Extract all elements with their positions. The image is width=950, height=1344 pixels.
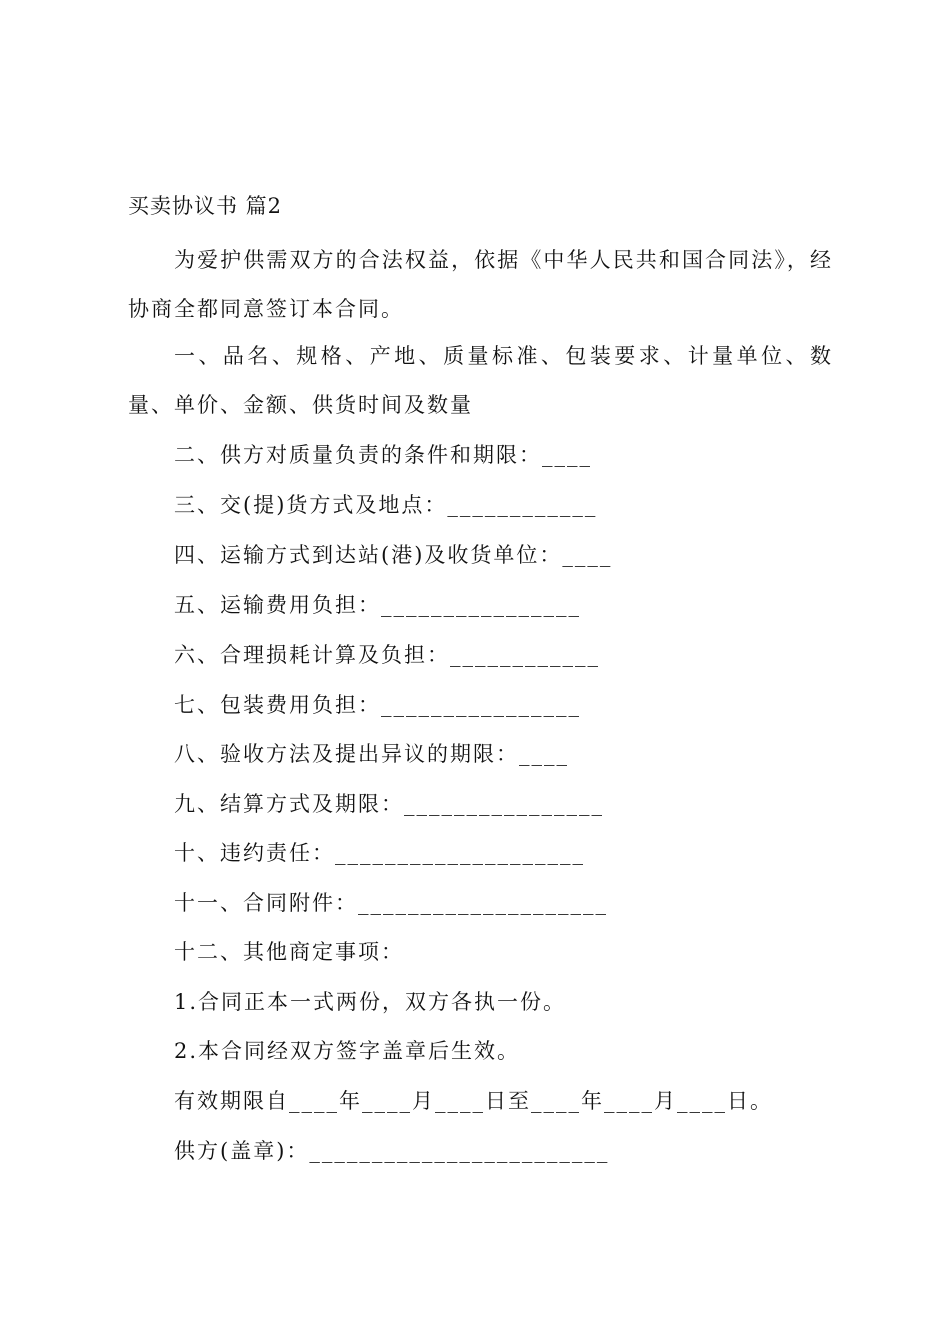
clause-8: 八、验收方法及提出异议的期限：____ (174, 742, 569, 766)
clause-10: 十、违约责任：____________________ (174, 841, 585, 865)
clause-6: 六、合理损耗计算及负担：____________ (174, 643, 600, 667)
clause-9: 九、结算方式及期限：________________ (174, 792, 604, 816)
clause-7: 七、包装费用负担：________________ (174, 693, 581, 717)
clause-2: 二、供方对质量负责的条件和期限：____ (174, 443, 592, 467)
clause-5: 五、运输费用负担：________________ (174, 593, 581, 617)
clause-11: 十一、合同附件：____________________ (174, 891, 608, 915)
clause-1: 一、品名、规格、产地、质量标准、包装要求、计量单位、数量、单价、金额、供货时间及数量 (128, 344, 833, 417)
term-2: 2.本合同经双方签字盖章后生效。 (174, 1039, 521, 1063)
clause-4: 四、运输方式到达站(港)及收货单位：____ (174, 543, 613, 567)
term-1: 1.合同正本一式两份，双方各执一份。 (174, 990, 567, 1014)
document-title: 买卖协议书 篇2 (128, 194, 283, 218)
clause-3: 三、交(提)货方式及地点：____________ (174, 493, 598, 517)
validity-period: 有效期限自____年____月____日至____年____月____日。 (174, 1089, 773, 1113)
clause-12: 十二、其他商定事项： (174, 940, 404, 964)
supplier-seal: 供方(盖章)：________________________ (174, 1139, 610, 1163)
intro-paragraph: 为爱护供需双方的合法权益，依据《中华人民共和国合同法》，经协商全都同意签订本合同。 (128, 248, 833, 321)
